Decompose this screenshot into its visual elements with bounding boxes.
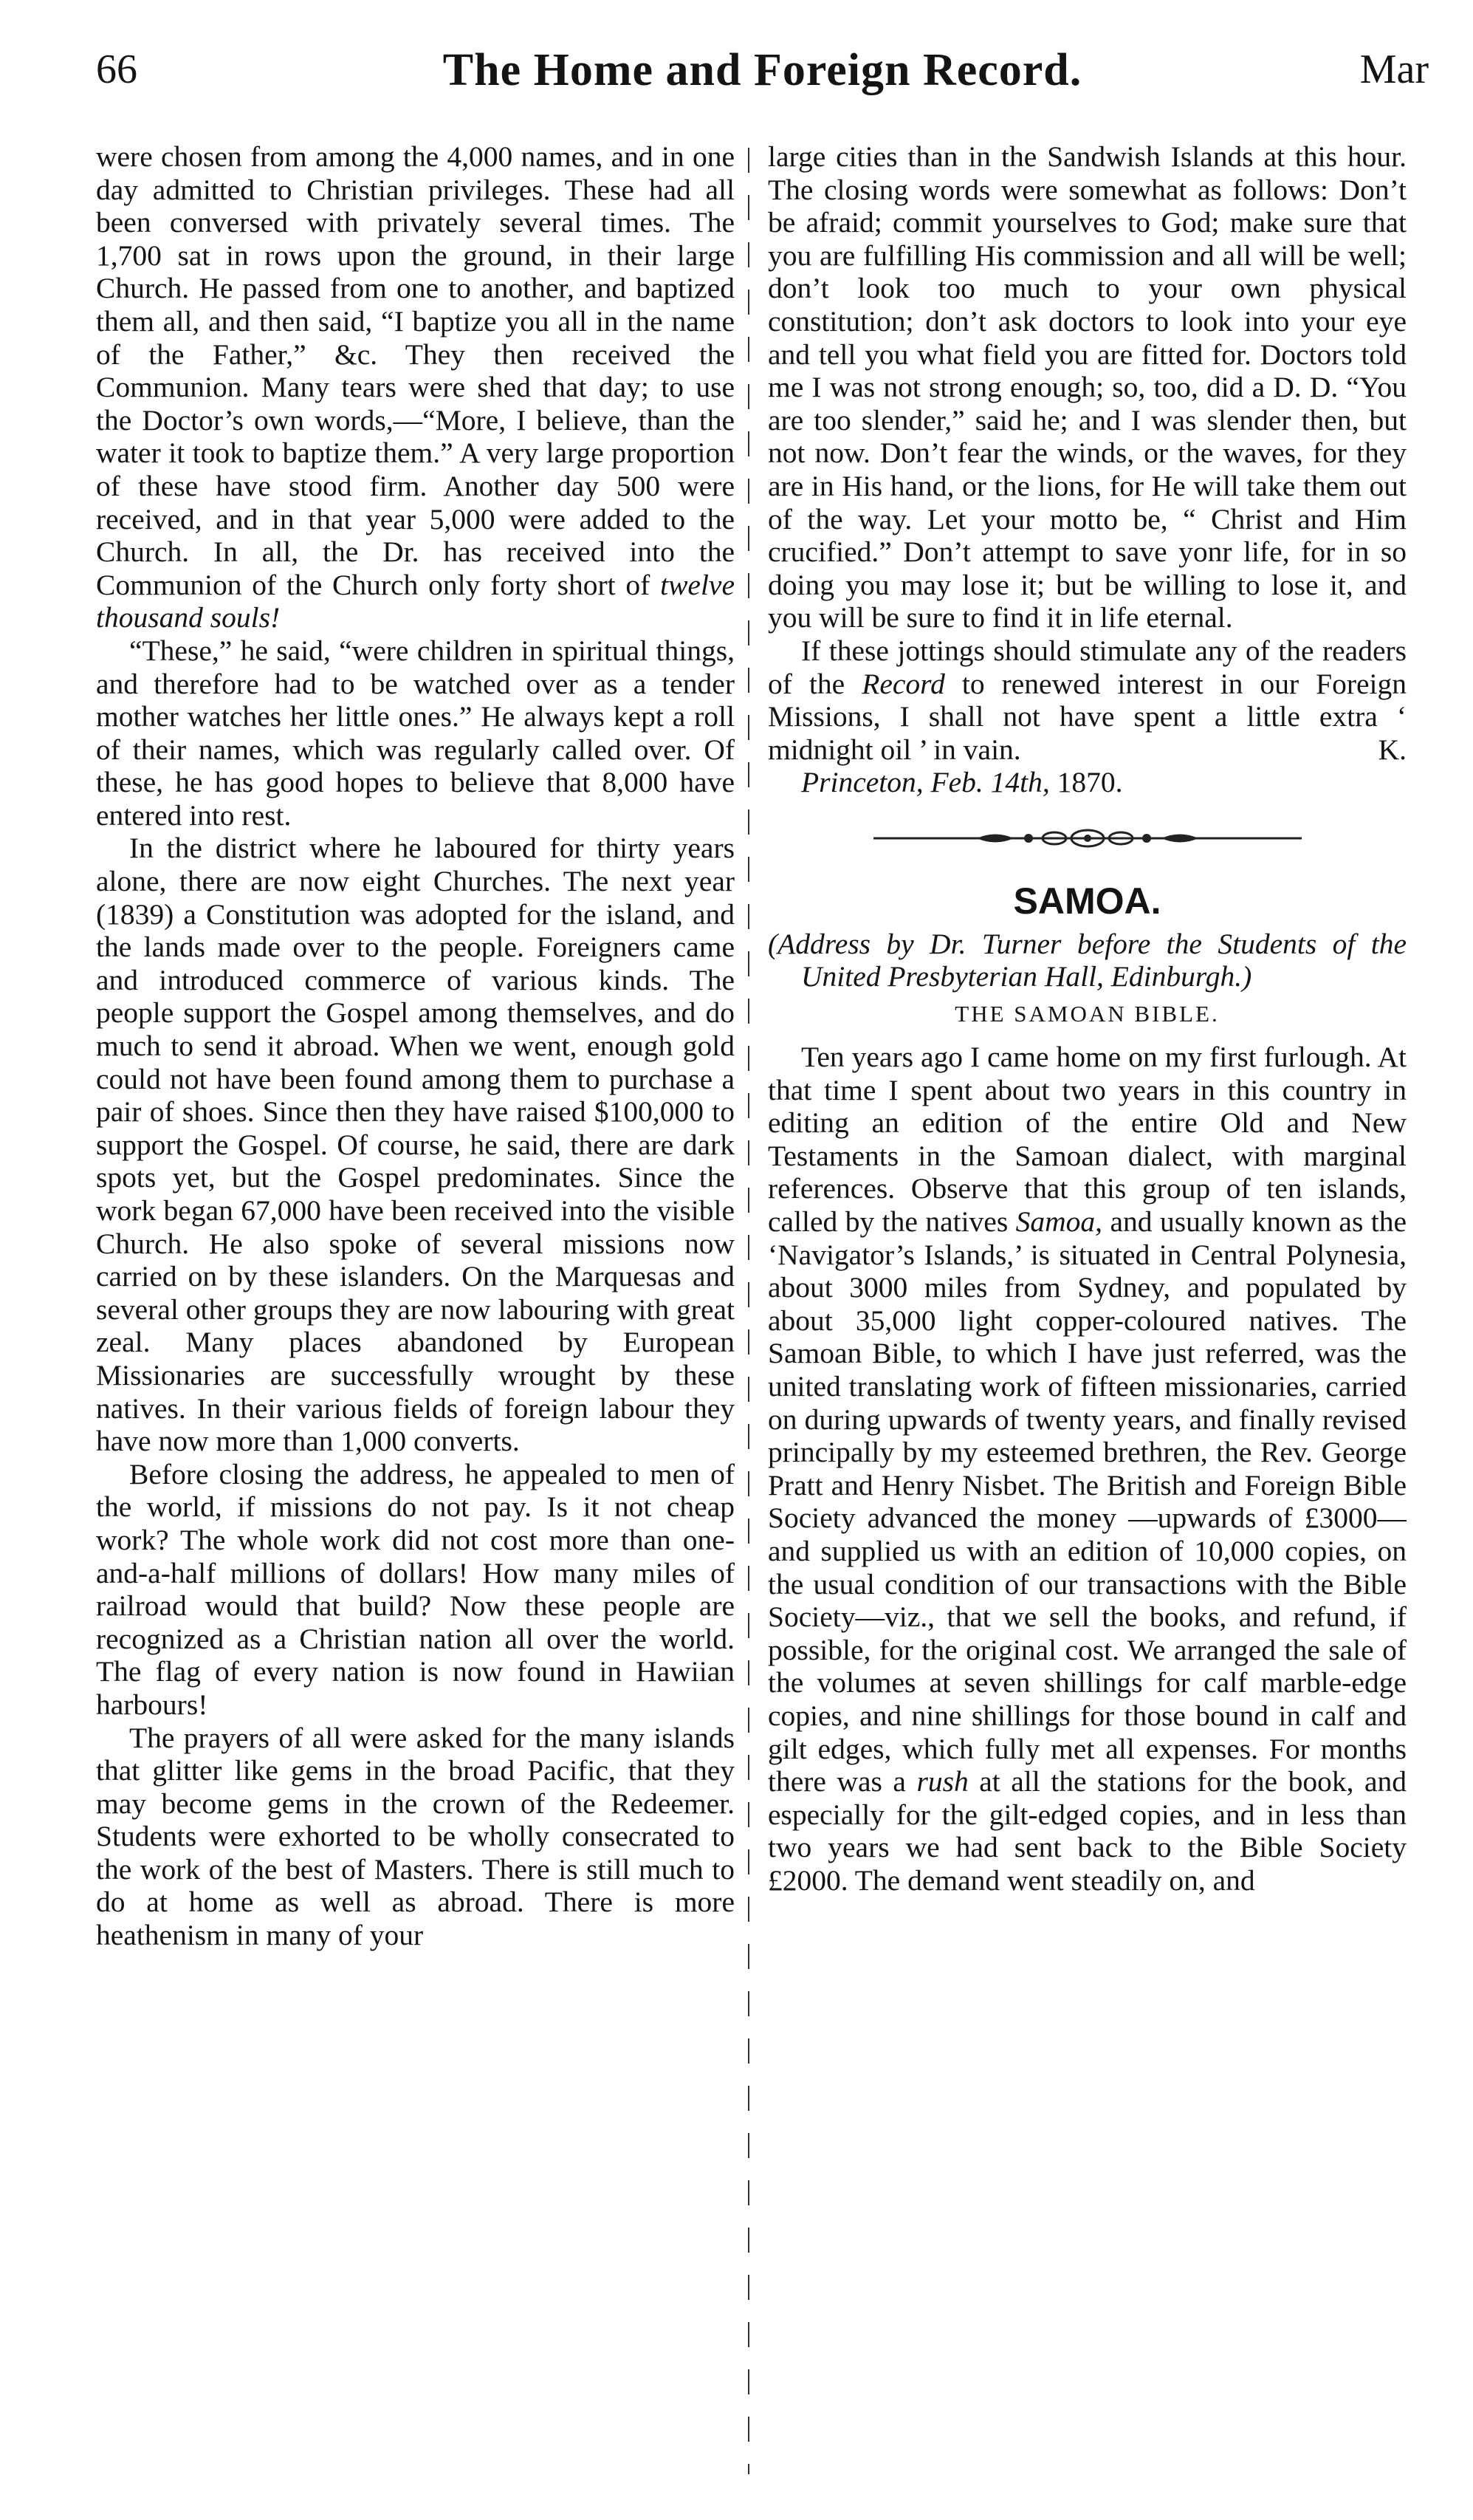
italic-text: twelve thousand souls!	[96, 568, 735, 634]
running-header	[96, 46, 1429, 105]
column-divider	[748, 148, 749, 2474]
left-column	[96, 140, 735, 2489]
paragraph: Before closing the address, he appealed to men of the world, if missions do not pay. Is it not cheap work? The whole work did not cost more than one-and-a-half millions of dollars! How many miles of railroad would that build? Now these people are recognized as a Christian nation all over the world. The flag of every nation is now found in Hawiian harbours!	[96, 1457, 735, 1721]
right-column	[768, 140, 1407, 2489]
paragraph	[96, 140, 735, 634]
header-month: Mar	[1359, 47, 1429, 92]
page-number: 66	[96, 47, 137, 92]
paragraph: large cities than in the Sandwish Islands at this hour. The closing words were somewhat as follows: Don’t be afraid; commit yourselves to God; make sure that you are fulfilling His commission and all will be well; don’t look too much to your own physical constitution; don’t ask doctors to look into your eye and tell you what field you are fitted for. Doctors told me I was not strong enough; so, too, did a D. D. “You are too slender,” said he; and I was slender then, but not now. Don’t fear the winds, or the waves, for they are in His hand, or the lions, for He will take them out of the way. Let your motto be, “ Christ and Him crucified.” Don’t attempt to save yonr life, for in so doing you may lose it; but be willing to lose it, and you will be sure to find it in life eternal.	[768, 140, 1407, 634]
paragraph-text: to renewed interest in our Foreign Missions, I shall not have spent a little extra ‘ midnight oil ’ in vain.	[768, 667, 1407, 766]
italic-text: Samoa,	[1015, 1205, 1103, 1239]
paragraph: “These,” he said, “were children in spiritual things, and therefore had to be watched over as a tender mother watches her little ones.” He always kept a roll of their names, which was regularly called over. Of these, he has good hopes to believe that 8,000 have entered into rest.	[96, 634, 735, 832]
section-subhead: THE SAMOAN BIBLE.	[955, 1001, 1220, 1027]
journal-title: The Home and Foreign Record.	[442, 45, 1082, 95]
paragraph-text: If these jottings should stimulate any of the readers of the	[768, 634, 1407, 700]
signature: K.	[1378, 733, 1407, 766]
paragraph-text: and usually known as the ‘Navigator’s Islands,’ is situated in Central Polynesia, about 3000 miles from Sydney, and populated by about 35,000 light copper-coloured natives. The Samoan Bible, to which I have just referred, was the united translating work of fifteen missionaries, carried on during upwards of twenty years, and finally revised principally by my esteemed brethren, the Rev. George Pratt and Henry Nisbet. The British and Foreign Bible Society advanced the money —upwards of £3000—and supplied us with an edition of 10,000 copies, on the usual condition of our transactions with the Bible Society—viz., that we sell the books, and refund, if possible, for the original cost. We arranged the sale of the volumes at seven shillings for calf marble-edge copies, and nine shillings for those bound in calf and gilt edges, which fully met all expenses. For months there was a	[768, 1205, 1407, 1798]
section-subtitle: (Address by Dr. Turner before the Students of the United Presbyterian Hall, Edinburgh.)	[768, 927, 1407, 993]
dateline-place: Princeton, Feb. 14th,	[801, 766, 1050, 799]
ornament-divider	[866, 826, 1309, 851]
section-title: SAMOA.	[1013, 880, 1161, 922]
italic-text: Record	[862, 667, 945, 700]
paragraph-text: were chosen from among the 4,000 names, and in one day admitted to Christian privileges. These had all been conversed with privately several times. The 1,700 sat in rows upon the ground, in their large Church. He passed from one to another, and baptized them all, and then said, “I baptize you all in the name of the Father,” &c. They then received the Communion. Many tears were shed that day; to use the Doctor’s own words,—“More, I believe, than the water it took to baptize them.” A very large proportion of these have stood firm. Another day 500 were received, and in that year 5,000 were added to the Church. In all, the Dr. has received into the Communion of the Church only forty short of	[96, 140, 735, 601]
dateline	[768, 766, 1407, 799]
paragraph	[768, 634, 1407, 766]
paragraph-text: at all the stations for the book, and especially for the gilt-edged copies, and in less than two years we had sent back to the Bible Society £2000. The demand went steadily on, and	[768, 1765, 1407, 1897]
paragraph-text: Ten years ago I came home on my first furlough. At that time I spent about two years in this country in editing an edition of the entire Old and New Testaments in the Samoan dialect, with marginal references. Observe that this group of ten islands, called by the natives	[768, 1041, 1407, 1239]
paragraph: In the district where he laboured for thirty years alone, there are now eight Churches. The next year (1839) a Constitution was adopted for the island, and the lands made over to the people. Foreigners came and introduced commerce of various kinds. The people support the Gospel among themselves, and do much to send it abroad. When we went, enough gold could not have been found among them to purchase a pair of shoes. Since then they have raised $100,000 to support the Gospel. Of course, he said, there are dark spots yet, but the Gospel predominates. Since the work began 67,000 have been received into the visible Church. He also spoke of several missions now carried on by these islanders. On the Marquesas and several other groups they are now labouring with great zeal. Many places abandoned by European Missionaries are successfully wrought by these natives. In their various fields of foreign labour they have now more than 1,000 converts.	[96, 832, 735, 1458]
dateline-year: 1870.	[1057, 766, 1123, 799]
paragraph: The prayers of all were asked for the many islands that glitter like gems in the broad Pacific, that they may become gems in the crown of the Redeemer. Students were exhorted to be wholly consecrated to the work of the best of Masters. There is still much to do at home as well as abroad. There is more heathenism in many of your	[96, 1721, 735, 1952]
paragraph	[768, 1041, 1407, 1897]
italic-text: rush	[916, 1765, 969, 1798]
